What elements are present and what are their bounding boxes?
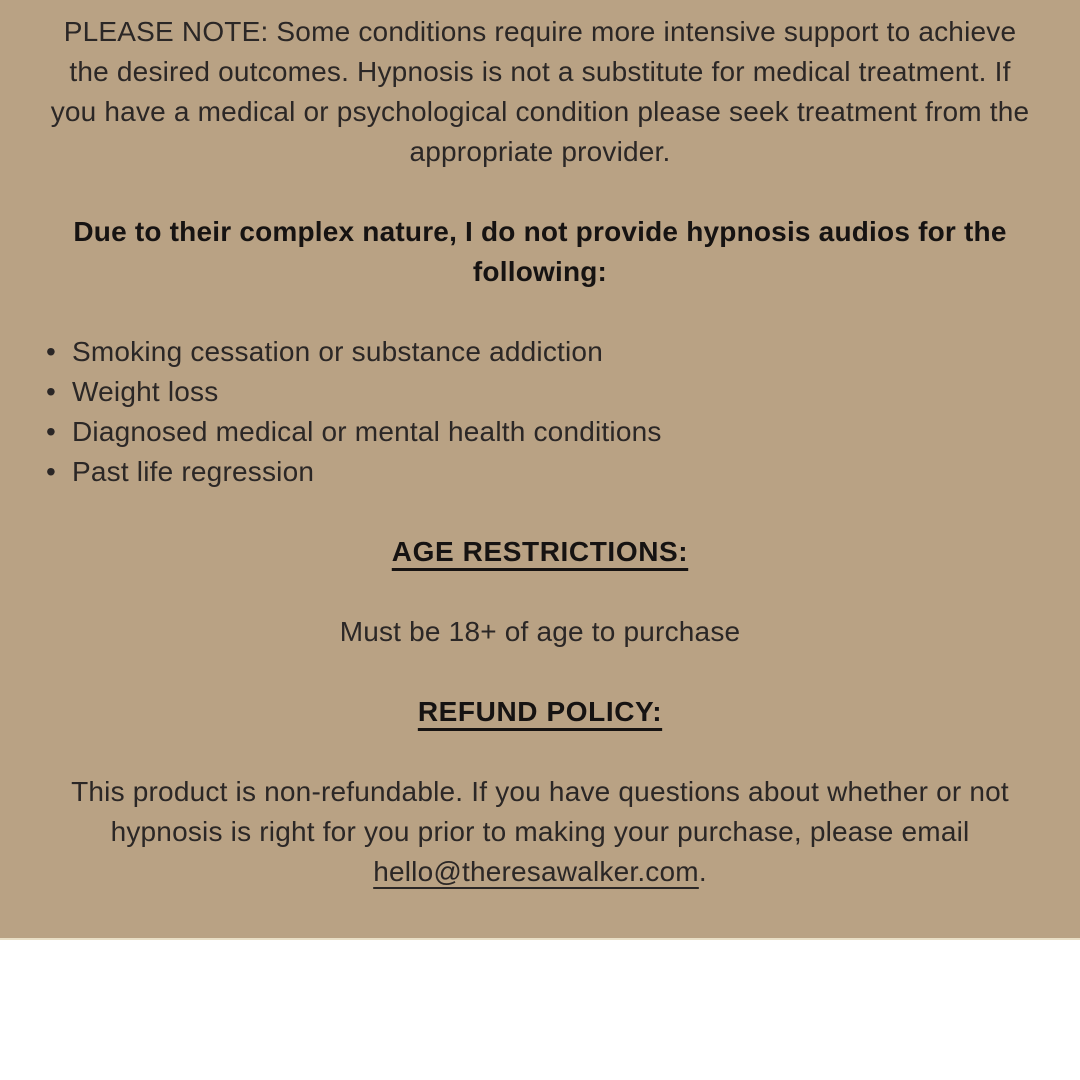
bullet-icon: •	[46, 376, 57, 407]
age-restriction-text: Must be 18+ of age to purchase	[339, 616, 741, 647]
list-item	[46, 372, 1080, 412]
list-item	[46, 412, 1080, 452]
refund-text-after: .	[698, 856, 707, 887]
list-item-text: Diagnosed medical or mental health conditions	[72, 416, 662, 447]
email-link[interactable]: hello@theresawalker.com	[373, 856, 699, 887]
list-item	[46, 332, 1080, 372]
bullet-icon: •	[46, 456, 57, 487]
intro-paragraph: PLEASE NOTE: Some conditions require more intensive support to achieve the desired outcomes. Hypnosis is not a substitute for medical treatment. If you have a medical or psychological condition please seek treatment from the appropriate provider.	[50, 16, 1030, 167]
age-restrictions-heading: AGE RESTRICTIONS:	[391, 536, 689, 567]
refund-policy-heading: REFUND POLICY:	[417, 696, 663, 727]
list-item-text: Weight loss	[72, 376, 219, 407]
refund-policy-text	[18, 772, 1063, 892]
footer-whitespace	[0, 940, 1080, 1078]
exclusions-list	[0, 332, 1080, 492]
list-item	[46, 452, 1080, 492]
refund-text-before: This product is non-refundable. If you have questions about whether or not hypnosis is right for you prior to making your purchase, please email	[71, 776, 1009, 847]
list-item-text: Smoking cessation or substance addiction	[72, 336, 603, 367]
exclusions-heading: Due to their complex nature, I do not provide hypnosis audios for the following:	[73, 216, 1007, 287]
list-item-text: Past life regression	[72, 456, 315, 487]
bullet-icon: •	[46, 416, 57, 447]
bullet-icon: •	[46, 336, 57, 367]
